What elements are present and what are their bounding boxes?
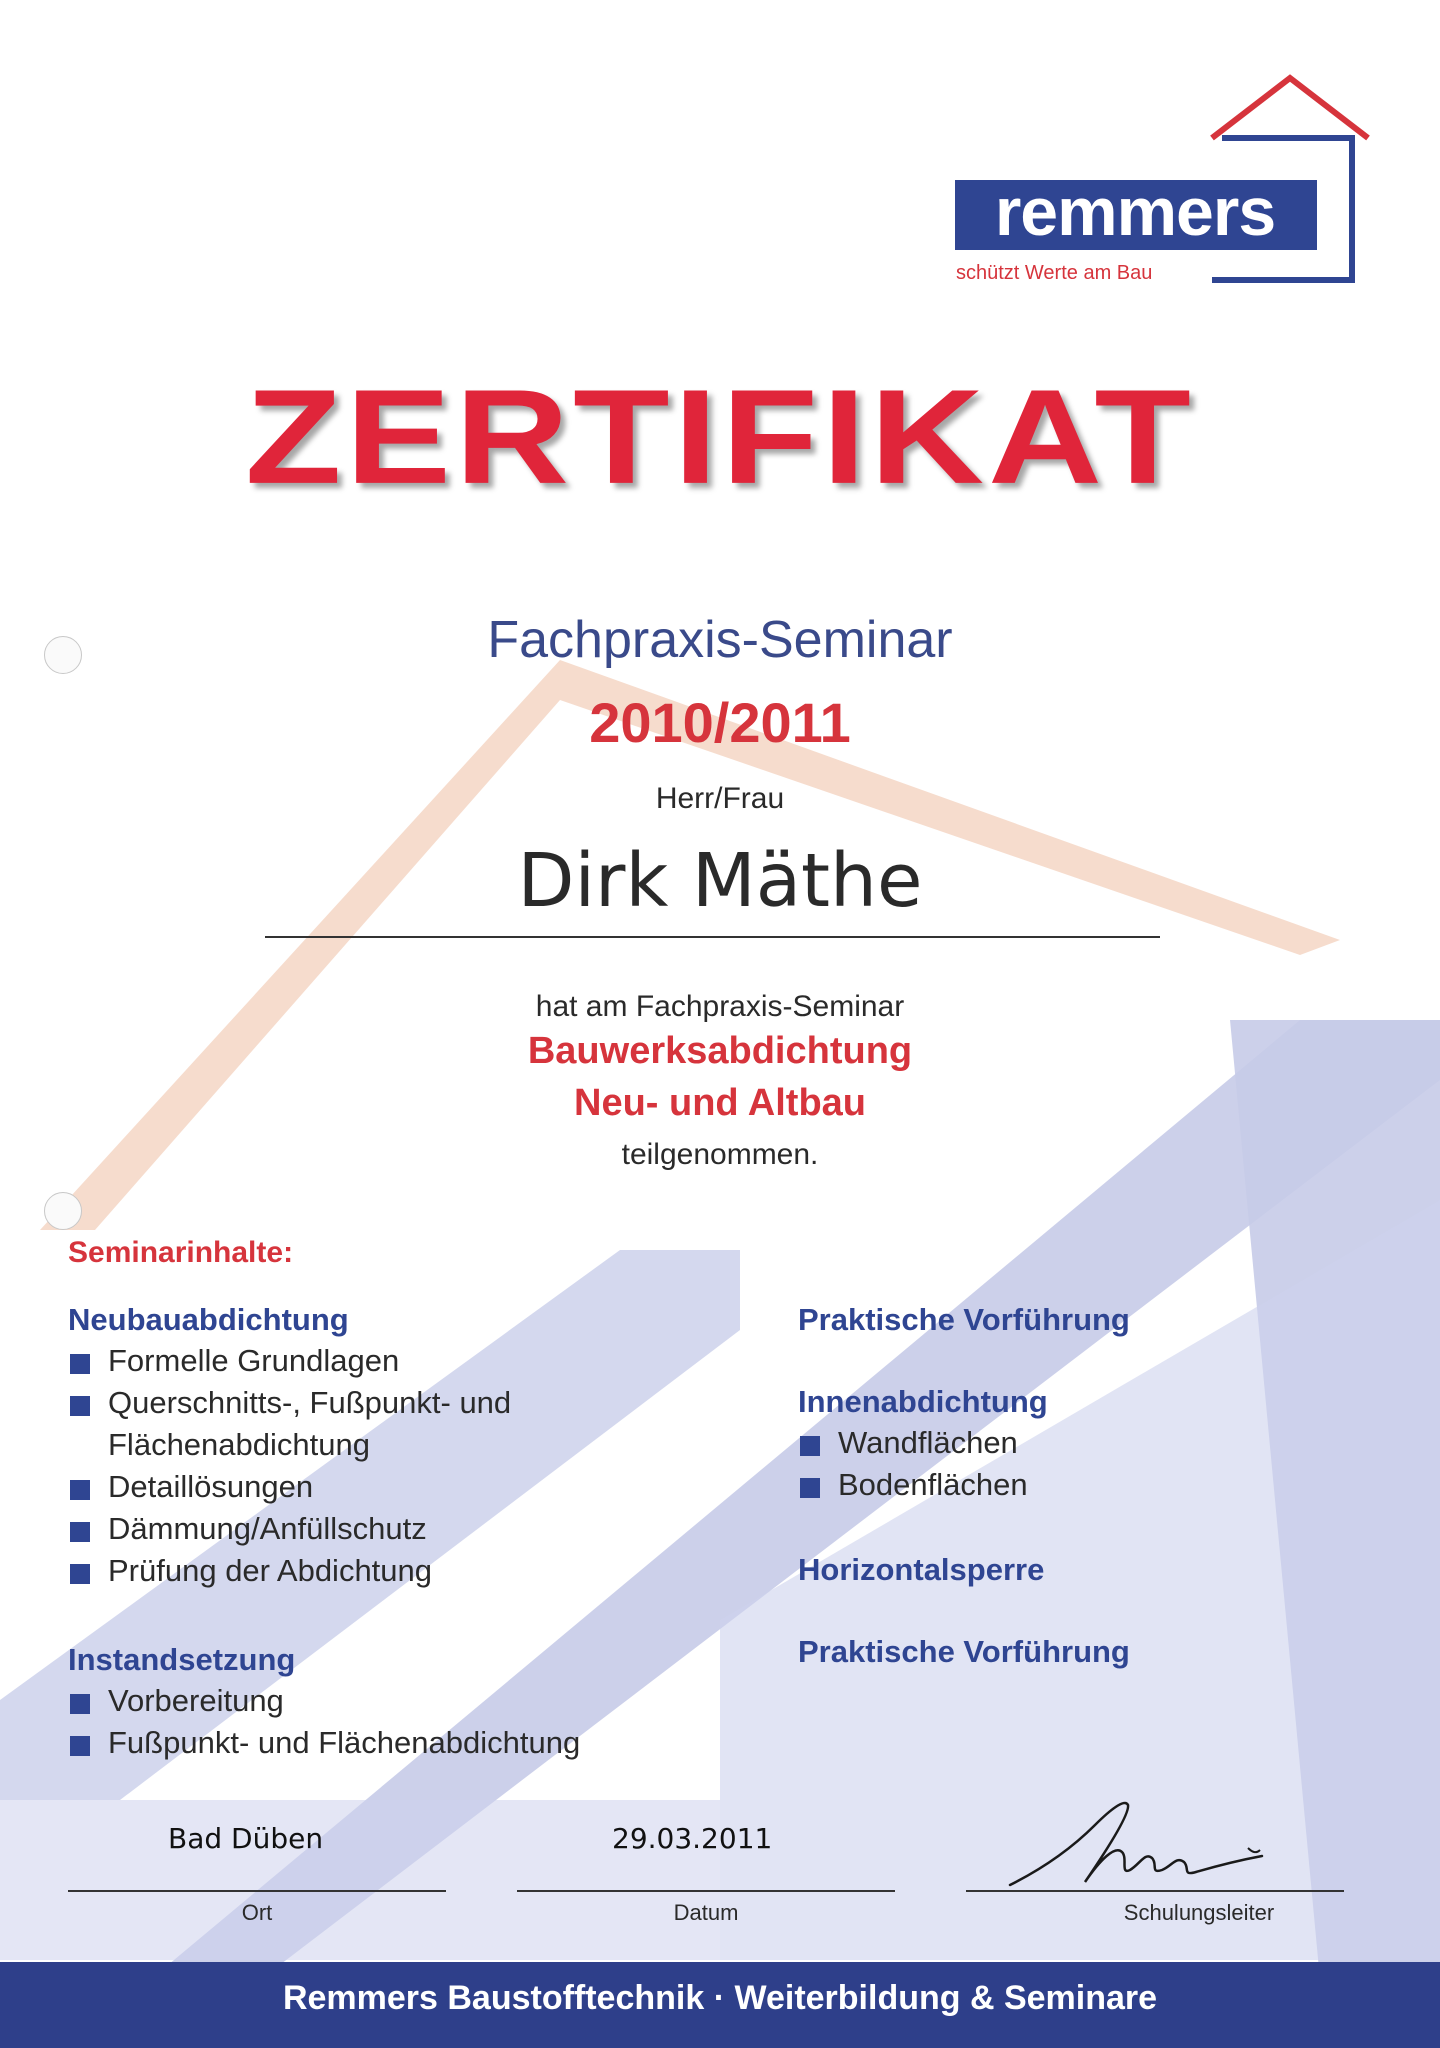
list-item: Querschnitts-, Fußpunkt- und bbox=[68, 1382, 668, 1424]
list-item-continuation: Flächenabdichtung bbox=[108, 1427, 370, 1462]
praxis-heading-1: Praktische Vorführung bbox=[798, 1302, 1130, 1337]
bullet-square-icon bbox=[70, 1396, 90, 1416]
list-item: Detaillösungen bbox=[68, 1466, 668, 1508]
certificate-title: ZERTIFIKAT bbox=[245, 362, 1195, 512]
topic-line2: Neu- und Altbau bbox=[574, 1082, 866, 1124]
bullet-square-icon bbox=[70, 1354, 90, 1374]
signature-image bbox=[1000, 1790, 1290, 1900]
leader-label: Schulungsleiter bbox=[1123, 1900, 1275, 1925]
seminar-year: 2010/2011 bbox=[589, 691, 851, 754]
date-label: Datum bbox=[673, 1900, 739, 1925]
seminar-name: Fachpraxis-Seminar bbox=[487, 611, 953, 669]
innen-heading: Innenabdichtung bbox=[798, 1384, 1048, 1419]
bullet-square-icon bbox=[70, 1480, 90, 1500]
list-item: Bodenflächen bbox=[798, 1464, 1298, 1506]
list-item: Vorbereitung bbox=[68, 1680, 708, 1722]
bullet-square-icon bbox=[800, 1436, 820, 1456]
participant-name: Dirk Mäthe bbox=[517, 838, 923, 924]
place-line bbox=[68, 1890, 446, 1892]
name-underline bbox=[265, 936, 1160, 938]
date-value: 29.03.2011 bbox=[612, 1822, 773, 1855]
salutation: Herr/Frau bbox=[655, 782, 785, 815]
list-item: Wandflächen bbox=[798, 1422, 1298, 1464]
topic-line1: Bauwerksabdichtung bbox=[527, 1030, 913, 1072]
neubau-heading: Neubauabdichtung bbox=[68, 1302, 349, 1337]
praxis-heading-2: Praktische Vorführung bbox=[798, 1634, 1130, 1669]
logo-tagline: schützt Werte am Bau bbox=[956, 262, 1153, 284]
list-item: Dämmung/Anfüllschutz bbox=[68, 1508, 668, 1550]
body-line2: teilgenommen. bbox=[621, 1138, 819, 1171]
date-line bbox=[517, 1890, 895, 1892]
list-item: Prüfung der Abdichtung bbox=[68, 1550, 668, 1592]
bullet-square-icon bbox=[70, 1522, 90, 1542]
place-value: Bad Düben bbox=[168, 1822, 324, 1855]
body-line1: hat am Fachpraxis-Seminar bbox=[535, 990, 905, 1023]
innen-list bbox=[798, 1422, 1298, 1506]
instand-list bbox=[68, 1680, 708, 1764]
instand-heading: Instandsetzung bbox=[68, 1642, 296, 1677]
bullet-square-icon bbox=[70, 1694, 90, 1714]
logo-brand: remmers bbox=[994, 174, 1276, 250]
footer-bar: Remmers Baustofftechnik · Weiterbildung & Seminare bbox=[0, 1962, 1440, 2048]
bullet-square-icon bbox=[70, 1736, 90, 1756]
list-item: Fußpunkt- und Flächenabdichtung bbox=[68, 1722, 708, 1764]
contents-heading: Seminarinhalte: bbox=[68, 1236, 294, 1269]
punch-hole-bottom bbox=[44, 1192, 82, 1230]
bullet-square-icon bbox=[70, 1564, 90, 1584]
leader-line bbox=[966, 1890, 1344, 1892]
bullet-square-icon bbox=[800, 1478, 820, 1498]
place-label: Ort bbox=[241, 1900, 273, 1925]
list-item: Formelle Grundlagen bbox=[68, 1340, 668, 1382]
neubau-list bbox=[68, 1340, 668, 1592]
horizontal-heading: Horizontalsperre bbox=[798, 1552, 1045, 1587]
